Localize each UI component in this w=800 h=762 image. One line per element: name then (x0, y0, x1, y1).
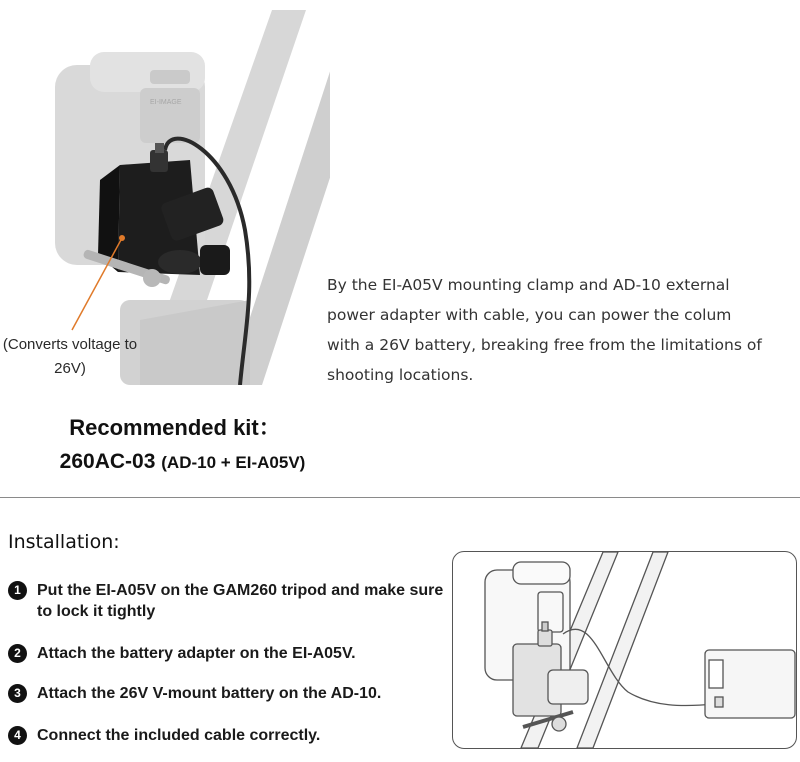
installation-step (8, 643, 448, 664)
voltage-callout: (Converts voltage to 26V) (2, 336, 138, 377)
step-text: Attach the 26V V-mount battery on the AD-10. (37, 685, 382, 702)
installation-steps (8, 580, 448, 746)
number-circle-icon: 3 (8, 684, 27, 703)
product-description: By the EI-A05V mounting clamp and AD-10 external power adapter with cable, you can power the colum with a 26V battery, breaking free from the limitations of shooting locations. (327, 276, 762, 384)
step-text: Connect the included cable correctly. (37, 727, 321, 744)
number-circle-icon: 1 (8, 581, 27, 600)
kit-components: (AD-10 + EI-A05V) (161, 453, 306, 472)
section-divider (0, 497, 800, 498)
battery-brand-label: EI-IMAGE (150, 99, 182, 106)
installation-step (8, 725, 448, 746)
installation-title: Installation: (8, 531, 120, 553)
installation-step (8, 580, 448, 622)
recommended-kit-heading: Recommended kit： (69, 415, 281, 440)
number-circle-icon: 2 (8, 644, 27, 663)
recommended-kit-code (0, 450, 365, 474)
kit-code: 260AC-03 (59, 450, 156, 473)
step-text: Put the EI-A05V on the GAM260 tripod and make sure to lock it tightly (37, 582, 444, 620)
product-photo (0, 0, 330, 385)
installation-diagram (452, 551, 797, 749)
step-text: Attach the battery adapter on the EI-A05V. (37, 645, 356, 662)
installation-step (8, 683, 448, 704)
installation-illustration (453, 552, 796, 748)
number-circle-icon: 4 (8, 726, 27, 745)
